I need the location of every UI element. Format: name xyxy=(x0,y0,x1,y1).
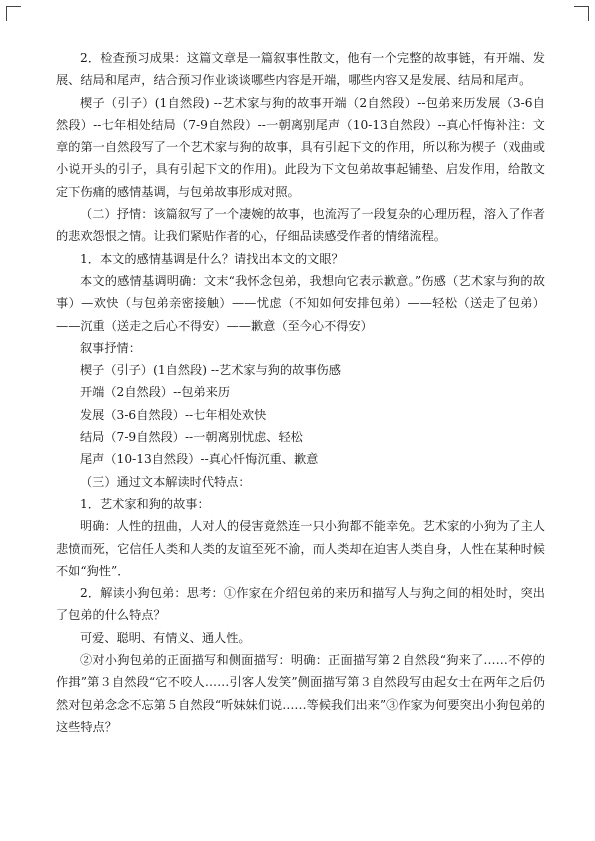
paragraph-6: 叙事抒情： xyxy=(80,340,141,355)
paragraph-10: 结局（7-9自然段）--一朝离别忧虑、轻松 xyxy=(80,430,303,445)
paragraph-17: ②对小狗包弟的正面描写和侧面描写：明确：正面描写第２自然段“狗来了……不停的作揖”第３自然段“它不咬人……引客人发笑”侧面描写第３自然段写由起女士在两年之后仍然对包弟念念不忘第５自然段“听妹妹们说……等候我们出来”③作家为何要突出小狗包弟的这些特点？ xyxy=(56,653,545,734)
paragraph-8: 开端（2自然段）--包弟来历 xyxy=(80,385,231,400)
document-body xyxy=(56,47,545,738)
paragraph-1: 2．检查预习成果：这篇文章是一篇叙事性散文，他有一个完整的故事链，有开端、发展、结局和尾声，结合预习作业谈谈哪些内容是开端，哪些内容又是发展、结局和尾声。 xyxy=(56,51,545,88)
paragraph-4: 1．本文的感情基调是什么？请找出本文的文眼？ xyxy=(80,251,344,266)
paragraph-7: 楔子（引子）(1自然段) --艺术家与狗的故事伤感 xyxy=(80,363,341,378)
paragraph-16: 可爱、聪明、有情义、通人性。 xyxy=(80,630,251,645)
paragraph-15: 2．解读小狗包弟：思考：①作家在介绍包弟的来历和描写人与狗之间的相处时，突出了包弟的什么特点？ xyxy=(56,586,545,623)
paragraph-12: （三）通过文本解读时代特点： xyxy=(80,474,251,489)
paragraph-13: 1．艺术家和狗的故事： xyxy=(80,496,210,511)
paragraph-2: 楔子（引子）(1自然段) --艺术家与狗的故事开端（2自然段）--包弟来历发展（3-6自然段）--七年相处结局（7-9自然段）--一朝离别尾声（10-13自然段）--真心忏悔补注：文章的第一自然段写了一个艺术家与狗的故事，具有引起下文的作用，所以称为楔子（戏曲或小说开头的引子，具有引起下文的作用)。此段为下文包弟故事起铺垫、启发作用，给散文定下伤痛的感情基调，与包弟故事形成对照。 xyxy=(56,95,545,199)
paragraph-14: 明确：人性的扭曲，人对人的侵害竟然连一只小狗都不能幸免。艺术家的小狗为了主人悲愤而死，它信任人类和人类的友谊至死不渝，而人类却在迫害人类自身，人性在某种时候不如“狗性”． xyxy=(56,519,545,578)
paragraph-11: 尾声（10-13自然段）--真心忏悔沉重、歉意 xyxy=(80,452,319,467)
paragraph-3: （二）抒情：该篇叙写了一个凄婉的故事，也流泻了一段复杂的心理历程，溶入了作者的悲欢怨恨之情。让我们紧贴作者的心，仔细品读感受作者的情绪流程。 xyxy=(56,207,545,244)
paragraph-9: 发展（3-6自然段）--七年相处欢快 xyxy=(80,407,267,422)
crop-mark-top-right xyxy=(574,6,589,21)
paragraph-5: 本文的感情基调明确：文末“我怀念包弟，我想向它表示歉意。”伤感（艺术家与狗的故事）—欢快（与包弟亲密接触）——忧虑（不知如何安排包弟）——轻松（送走了包弟）——沉重（送走之后心不得安）——歉意（至今心不得安） xyxy=(56,273,545,333)
crop-mark-top-left xyxy=(6,6,21,21)
